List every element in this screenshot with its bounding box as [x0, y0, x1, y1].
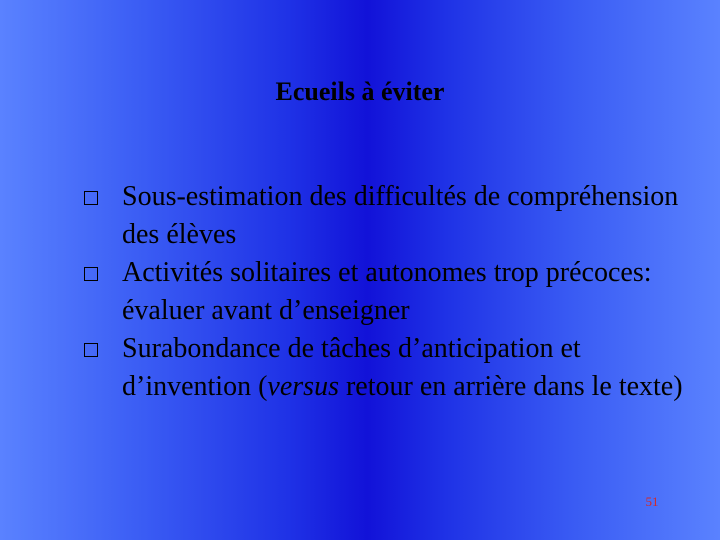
- hollow-square-bullet-icon: [84, 343, 98, 357]
- bullet-text-italic: versus: [267, 371, 339, 402]
- bullet-item: [84, 330, 684, 406]
- bullet-text: Activités solitaires et autonomes trop précoces: évaluer avant d’enseigner: [122, 257, 652, 326]
- bullet-item: [84, 254, 684, 330]
- slide-title: Ecueils à éviter: [275, 77, 445, 106]
- bullet-text-part: Surabondance de tâches d’anticipation et d’invention (: [122, 333, 581, 402]
- bullet-text: Sous-estimation des difficultés de compréhension des élèves: [122, 181, 679, 250]
- bullet-text: [122, 333, 683, 402]
- bullet-text-part: retour en arrière dans le texte): [338, 371, 683, 402]
- hollow-square-bullet-icon: [84, 191, 98, 205]
- page-number: 51: [645, 494, 659, 509]
- bullet-item: [84, 178, 684, 254]
- bullet-list: [84, 178, 684, 406]
- hollow-square-bullet-icon: [84, 267, 98, 281]
